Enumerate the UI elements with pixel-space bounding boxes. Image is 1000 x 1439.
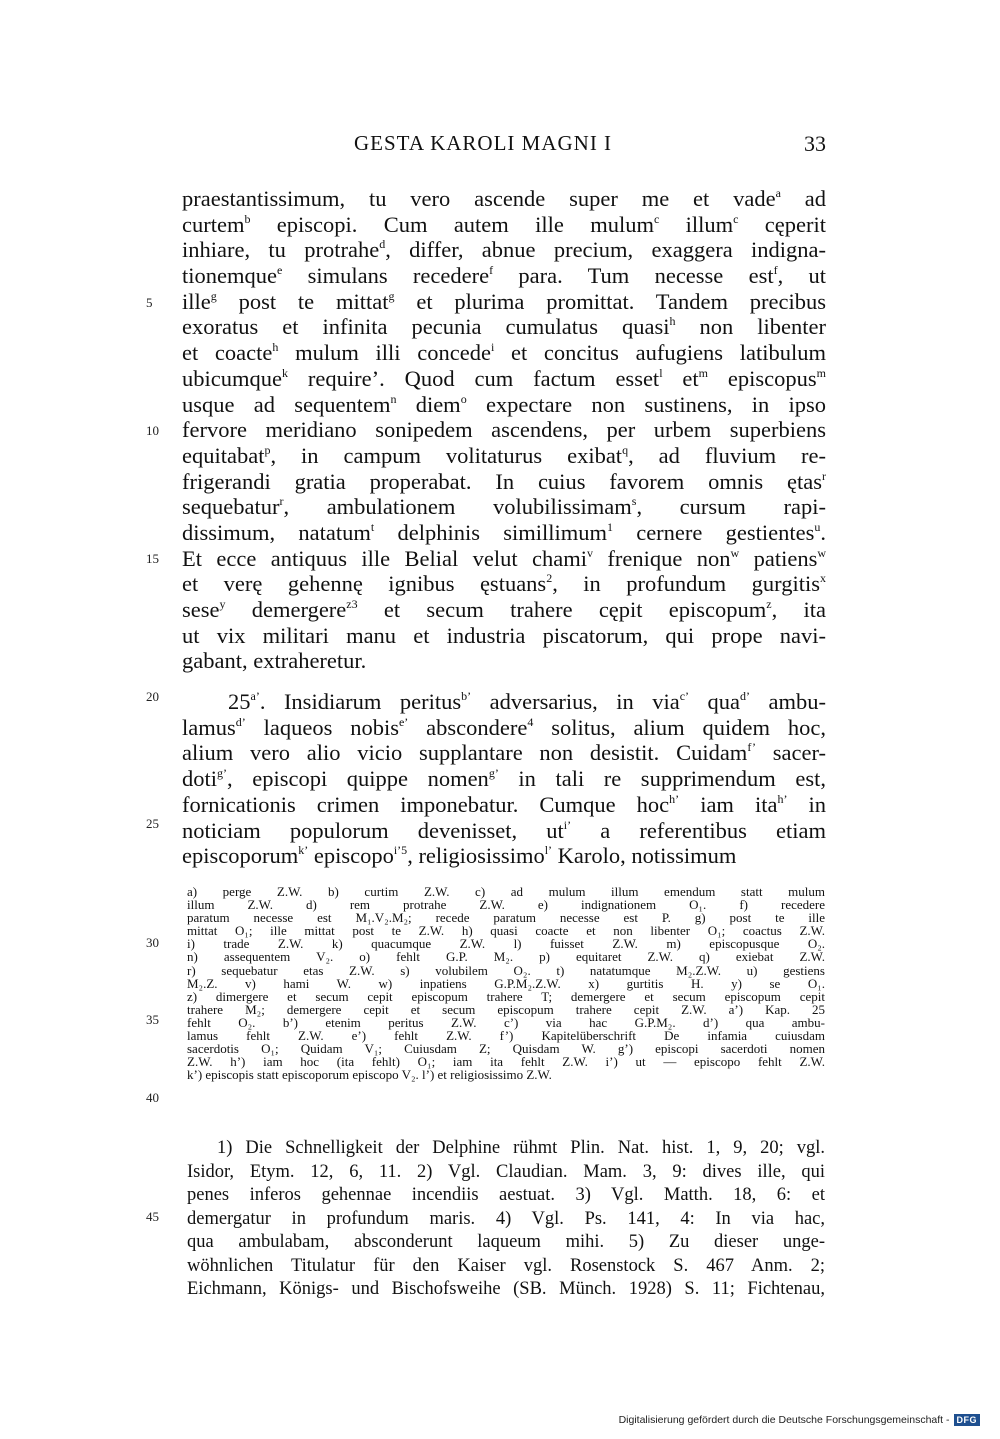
text-line: usque ad sequentem$^n$ diem$^o$ expectare non sustinens, in ipso <box>182 391 827 417</box>
paragraph-gap <box>182 674 826 689</box>
running-title: GESTA KAROLI MAGNI I <box>354 131 613 155</box>
line-number: 15 <box>146 551 159 566</box>
credit-text: Digitalisierung gefördert durch die Deutsche Forschungsgemeinschaft - <box>618 1414 950 1426</box>
digitization-credit <box>619 1414 980 1426</box>
text-line: inhiare, tu protrahe$^d$, differ, abnue precium, exaggera indigna- <box>182 237 826 263</box>
footnote-line: Eichmann, Königs- und Bischofsweihe (SB. Münch. 1928) S. 11; Fichtenau, <box>187 1279 825 1299</box>
critical-apparatus <box>187 885 825 1081</box>
page-number: 33 <box>804 131 826 156</box>
line-number: 30 <box>146 935 159 950</box>
text-line: doti$^{g’}$, episcopi quippe nomen$^{g’}$ in tali re supprimendum est, <box>182 766 826 792</box>
apparatus-line: a) perge Z.W. b) curtim Z.W. c) ad mulum illum emendum statt mulum <box>187 884 825 899</box>
apparatus-line: fehlt O₂. b’) etenim peritus Z.W. c’) via hac G.P.M₂. d’) qua ambu- <box>187 1014 825 1030</box>
text-line: equitabat$^p$, in campum volitaturus exibat$^q$, ad fluvium re- <box>182 442 826 468</box>
text-line: fornicationis crimen imponebatur. Cumque hoc$^{h’}$ iam ita$^{h’}$ in <box>182 791 826 817</box>
text-line: $25^{a’}$. Insidiarum peritus$^{b’}$ adversarius, in via$^{c’}$ qua$^{d’}$ ambu- <box>228 689 826 715</box>
text-line: ubicumque$^k$ require’. Quod cum factum esset$^l$ $et^m$ episcopus$^m$ <box>182 365 826 391</box>
line-number: 10 <box>146 423 159 438</box>
text-line: sequebatur$^r$, ambulationem volubilissimam$^s$, cursum rapi- <box>182 494 826 520</box>
line-number: 5 <box>146 295 153 310</box>
text-line: et verę gehennę ignibus ęstuans$^2$, in profundum gurgitis$^x$ <box>182 571 826 597</box>
text-line: ut vix militari manu et industria piscatorum, qui prope navi- <box>182 622 826 648</box>
source-footnotes <box>187 1137 825 1302</box>
apparatus-line: lamus fehlt Z.W. e’) fehlt Z.W. f’) Kapitelüberschrift De infamia cuiusdam <box>187 1028 825 1044</box>
apparatus-line: z) dimergere et secum cepit episcopum trahere T; demergere et secum episcopum cepit <box>187 988 825 1004</box>
apparatus-line: k’) episcopis statt episcoporum episcopo V₂. l’) et religiosissimo Z.W. <box>187 1067 552 1083</box>
footnote-line: penes inferos gehennae incendiis aestuat. 3) Vgl. Matth. 18, 6: et <box>187 1185 825 1205</box>
apparatus-line: i) trade Z.W. k) quacumque Z.W. l) fuisset Z.W. m) episcopusque O₂. <box>187 936 825 952</box>
text-line: tionemque$^e$ simulans recedere$^f$ para. Tum necesse est$^f$, ut <box>182 263 827 289</box>
text-line: noticiam populorum devenisset, $ut^{i’}$ a referentibus etiam <box>182 817 826 843</box>
apparatus-line: paratum necesse est M₁.V₂.M₂; recede paratum necesse est P. g) post te ille <box>187 910 825 926</box>
apparatus-line: illum Z.W. d) rem protrahe Z.W. e) indignationem O₁. f) recedere <box>187 897 825 913</box>
text-line: dissimum, natatum$^t$ delphinis simillimum$^1$ cernere gestientes$^u$. <box>182 519 826 545</box>
main-text <box>182 186 826 869</box>
text-line: gabant, extraheretur. <box>182 648 367 674</box>
footnote-line: 1) Die Schnelligkeit der Delphine rühmt Plin. Nat. hist. 1, 9, 20; vgl. <box>217 1138 825 1158</box>
apparatus-line: sacerdotis O₁; Quidam V₁; Cuiusdam Z; Quisdam W. g’) episcopi sacerdoti nomen <box>187 1041 825 1057</box>
line-number: 35 <box>146 1012 159 1027</box>
apparatus-line: M₂.Z. v) hami W. w) inpatiens G.P.M₂.Z.W. x) gurtitis H. y) se O₁. <box>187 975 825 991</box>
footnote-line: demergatur in profundum maris. 4) Vgl. Ps. 141, 4: In via hac, <box>187 1208 825 1229</box>
text-line: frigerandi gratia properabat. In cuius favorem omnis ętas$^r$ <box>182 468 826 494</box>
text-line: praestantissimum, tu vero ascende super me et vade$^a$ ad <box>182 186 826 211</box>
text-line: fervore meridiano sonipedem ascendens, per urbem superbiens <box>182 417 826 443</box>
line-number: 45 <box>146 1209 159 1224</box>
apparatus-line: mittat O₁; ille mittat post te Z.W. h) quasi coacte et non libenter O₁; coactus Z.W. <box>187 923 825 939</box>
text-line: alium vero alio vicio supplantare non desistit. Cuidam$^{f’}$ sacer- <box>182 740 826 766</box>
footnote-line: Isidor, Etym. 12, 6, 11. 2) Vgl. Claudian. Mam. 3, 9: dives ille, qui <box>187 1161 825 1182</box>
apparatus-line: r) sequebatur etas Z.W. s) volubilem O₂. t) natatumque M₂.Z.W. u) gestiens <box>187 962 825 978</box>
line-number: 20 <box>146 689 159 704</box>
apparatus-line: n) assequentem V₂. o) fehlt G.P. M₂. p) equitaret Z.W. q) exiebat Z.W. <box>187 949 825 965</box>
dfg-logo: DFG <box>954 1414 981 1426</box>
footnote-line: qua ambulabam, absconderunt laqueum mihi. 5) Zu dieser unge- <box>187 1232 825 1252</box>
text-line: sese$^y$ demergere$^{z3}$ et secum trahere cępit episcopum$^z$, ita <box>182 597 826 622</box>
line-number: 40 <box>146 1090 159 1105</box>
text-line: curtem$^b$ episcopi. Cum autem ille mulum$^c$ illum$^c$ cęperit <box>182 211 826 237</box>
apparatus-line: Z.W. h’) iam hoc (ita fehlt) O₁; iam ita fehlt Z.W. i’) ut — episcopo fehlt Z.W. <box>187 1054 825 1070</box>
line-number: 25 <box>146 816 159 831</box>
apparatus-line: trahere M₂; demergere cepit et secum episcopum trahere cepit Z.W. a’) Kap. 25 <box>187 1001 825 1017</box>
page-header <box>182 131 826 159</box>
text-line: lamus$^{d’}$ laqueos nobis$^{e’}$ abscondere$^4$ solitus, alium quidem hoc, <box>182 714 826 740</box>
text-line: Et ecce antiquus ille Belial velut chami$^v$ frenique non$^w$ patiens$^w$ <box>182 545 827 571</box>
text-line: ille$^g$ post te mittat$^g$ et plurima promittat. Tandem precibus <box>182 288 826 314</box>
footnote-line: wöhnlichen Titulatur für den Kaiser vgl. Rosenstock S. 467 Anm. 2; <box>187 1255 825 1276</box>
text-line: exoratus et infinita pecunia cumulatus quasi$^h$ non libenter <box>182 314 826 340</box>
text-line: episcoporum$^{k’}$ episcopo$^{i’5}$, religiosissimo$^{l’}$ Karolo, notissimum <box>182 843 737 869</box>
text-line: et coacte$^h$ mulum illi concede$^i$ et concitus aufugiens latibulum <box>182 340 826 366</box>
